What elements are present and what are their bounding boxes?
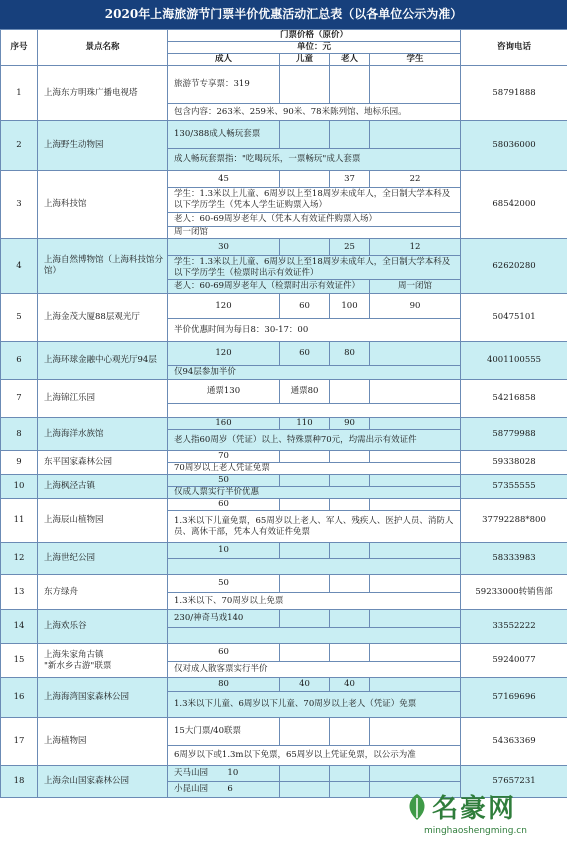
price-adult: 120 — [168, 342, 280, 366]
attraction-name: 上海辰山植物园 — [38, 499, 168, 543]
price-note: 老人：60-69周岁老年人（检票时出示有效证件） — [168, 280, 370, 294]
price-note: 周一闭馆 — [370, 280, 461, 294]
price-student: 90 — [370, 294, 461, 319]
price-note: 半价优惠时间为每日8：30-17：00 — [168, 319, 461, 342]
price-note: 1.3米以下儿童免票，65周岁以上老人、军人、残疾人、医护人员、消防人员、离休干部，凭本人有效证件免票 — [168, 511, 461, 543]
table-row — [1, 239, 567, 256]
row-number: 1 — [1, 66, 38, 121]
attraction-name: 东方绿舟 — [38, 575, 168, 610]
phone-number: 58036000 — [461, 121, 567, 171]
table-row — [1, 475, 567, 487]
price-note: 1.3米以下儿童、6周岁以下儿童、70周岁以上老人（凭证）免票 — [168, 692, 461, 718]
price-adult: 15大门票/40联票 — [168, 718, 280, 746]
table-row — [1, 718, 567, 746]
price-adult: 50 — [168, 475, 280, 487]
phone-number: 68542000 — [461, 171, 567, 239]
table-row — [1, 171, 567, 188]
header-unit: 单位：元 — [168, 42, 461, 54]
table-row — [1, 610, 567, 628]
table-row — [1, 294, 567, 319]
price-adult: 45 — [168, 171, 280, 188]
attraction-name: 上海野生动物园 — [38, 121, 168, 171]
attraction-name: 上海世纪公园 — [38, 543, 168, 575]
row-number: 16 — [1, 678, 38, 718]
phone-number: 54363369 — [461, 718, 567, 766]
phone-number: 4001100555 — [461, 342, 567, 380]
price-elder: 25 — [330, 239, 370, 256]
table-row — [1, 766, 567, 782]
attraction-name-line: 上海朱家角古镇 — [44, 649, 104, 660]
header-child: 儿童 — [280, 54, 330, 66]
attraction-name: 上海金茂大厦88层观光厅 — [38, 294, 168, 342]
table-row — [1, 380, 567, 404]
phone-number: 57355555 — [461, 475, 567, 499]
watermark-leaf-icon — [404, 792, 430, 822]
watermark-text: 名豪网 — [432, 794, 517, 824]
attraction-name: 上海佘山国家森林公园 — [38, 766, 168, 798]
watermark — [402, 788, 562, 842]
price-elder: 40 — [330, 678, 370, 692]
row-number: 12 — [1, 543, 38, 575]
header-phone: 咨询电话 — [461, 30, 567, 66]
price-adult: 130/388成人畅玩套票 — [168, 121, 280, 149]
row-number: 8 — [1, 418, 38, 451]
price-adult — [168, 782, 280, 798]
phone-number: 37792288*800 — [461, 499, 567, 543]
attraction-name-line: "新水乡古游"联票 — [44, 660, 112, 671]
price-note: 70周岁以上老人凭证免票 — [168, 463, 461, 475]
row-number: 5 — [1, 294, 38, 342]
price-note: 1.3米以下、70周岁以上免票 — [168, 593, 461, 610]
row-number: 14 — [1, 610, 38, 644]
header-student: 学生 — [370, 54, 461, 66]
phone-number: 33552222 — [461, 610, 567, 644]
price-elder: 80 — [330, 342, 370, 366]
price-adult: 70 — [168, 451, 280, 463]
row-number: 6 — [1, 342, 38, 380]
row-number: 18 — [1, 766, 38, 798]
price-adult — [168, 766, 280, 782]
price-note: 6周岁以下或1.3m以下免票，65周岁以上凭证免票，以公示为准 — [168, 746, 461, 766]
row-number: 4 — [1, 239, 38, 294]
price-adult: 50 — [168, 575, 280, 593]
table-row — [1, 499, 567, 511]
price-child: 通票80 — [280, 380, 330, 404]
price-student: 12 — [370, 239, 461, 256]
header-seq: 序号 — [1, 30, 38, 66]
table-row — [1, 678, 567, 692]
row-number: 2 — [1, 121, 38, 171]
sub-park-name: 小昆山园 — [174, 784, 209, 794]
price-adult: 120 — [168, 294, 280, 319]
header-adult: 成人 — [168, 54, 280, 66]
table-row — [1, 575, 567, 593]
attraction-name: 上海枫泾古镇 — [38, 475, 168, 499]
sub-park-price: 10 — [227, 768, 239, 778]
price-child: 110 — [280, 418, 330, 430]
phone-number: 62620280 — [461, 239, 567, 294]
price-adult: 旅游节专享票：319 — [168, 66, 280, 104]
header-elder: 老人 — [330, 54, 370, 66]
attraction-name: 上海植物园 — [38, 718, 168, 766]
phone-number: 58779988 — [461, 418, 567, 451]
price-note: 周一闭馆 — [168, 227, 461, 239]
price-note: 仅94层参加半价 — [168, 366, 461, 380]
price-elder: 90 — [330, 418, 370, 430]
row-number: 15 — [1, 644, 38, 678]
attraction-name: 上海环球金融中心观光厅94层 — [38, 342, 168, 380]
price-elder: 100 — [330, 294, 370, 319]
price-adult: 80 — [168, 678, 280, 692]
attraction-name: 东平国家森林公园 — [38, 451, 168, 475]
price-adult: 10 — [168, 543, 280, 559]
price-note: 成人畅玩套票指："吃喝玩乐，一票畅玩"成人套票 — [168, 149, 461, 171]
price-elder: 37 — [330, 171, 370, 188]
row-number: 13 — [1, 575, 38, 610]
watermark-url: minghaoshengming.cn — [424, 826, 527, 836]
table-row — [1, 543, 567, 559]
phone-number: 58333983 — [461, 543, 567, 575]
price-note: 仅成人票实行半价优惠 — [168, 487, 461, 499]
phone-number: 54216858 — [461, 380, 567, 418]
header-price: 门票价格（原价） — [168, 30, 461, 42]
price-note: 包含内容：263米、259米、90米、78米陈列馆、地标乐园。 — [168, 104, 461, 121]
header-name: 景点名称 — [38, 30, 168, 66]
phone-number: 58791888 — [461, 66, 567, 121]
price-adult: 通票130 — [168, 380, 280, 404]
price-note: 老人：60-69周岁老年人（凭本人有效证件购票入场） — [168, 213, 461, 227]
table-row — [1, 121, 567, 149]
phone-number: 59233000转销售部 — [461, 575, 567, 610]
attraction-name: 上海科技馆 — [38, 171, 168, 239]
table-row — [1, 342, 567, 366]
phone-number: 50475101 — [461, 294, 567, 342]
attraction-name: 上海欢乐谷 — [38, 610, 168, 644]
attraction-name: 上海东方明珠广播电视塔 — [38, 66, 168, 121]
price-note: 学生：1.3米以上儿童、6周岁以上至18周岁未成年人，全日制大学本科及以下学历学生（检票时出示有效证件） — [168, 256, 461, 280]
price-child: 40 — [280, 678, 330, 692]
price-child: 60 — [280, 342, 330, 366]
price-adult: 160 — [168, 418, 280, 430]
table-row — [1, 451, 567, 463]
attractions-table — [0, 29, 567, 798]
sub-park-price: 6 — [227, 784, 233, 794]
price-note: 学生：1.3米以上儿童、6周岁以上至18周岁未成年人，全日制大学本科及以下学历学生（凭本人学生证购票入场） — [168, 188, 461, 213]
row-number: 3 — [1, 171, 38, 239]
attraction-name: 上海自然博物馆（上海科技馆分馆） — [38, 239, 168, 294]
price-note: 仅对成人散客票实行半价 — [168, 662, 461, 678]
attraction-name: 上海海湾国家森林公园 — [38, 678, 168, 718]
row-number: 7 — [1, 380, 38, 418]
attraction-name — [38, 644, 168, 678]
row-number: 9 — [1, 451, 38, 475]
price-adult: 30 — [168, 239, 280, 256]
phone-number: 57657231 — [461, 766, 567, 798]
row-number: 17 — [1, 718, 38, 766]
attraction-name: 上海海洋水族馆 — [38, 418, 168, 451]
price-note: 老人指60周岁（凭证）以上、特殊票种70元，均需出示有效证件 — [168, 430, 461, 451]
table-row — [1, 418, 567, 430]
table-row — [1, 644, 567, 662]
phone-number: 59240077 — [461, 644, 567, 678]
price-student: 22 — [370, 171, 461, 188]
phone-number: 57169696 — [461, 678, 567, 718]
row-number: 10 — [1, 475, 38, 499]
price-adult: 230/神奇马戏140 — [168, 610, 280, 628]
row-number: 11 — [1, 499, 38, 543]
table-row — [1, 66, 567, 104]
price-adult: 60 — [168, 499, 280, 511]
sub-park-name: 天马山园 — [174, 768, 209, 778]
attraction-name: 上海锦江乐园 — [38, 380, 168, 418]
price-child: 60 — [280, 294, 330, 319]
sheet-title: 2020年上海旅游节门票半价优惠活动汇总表（以各单位公示为准） — [0, 0, 567, 29]
price-adult: 60 — [168, 644, 280, 662]
phone-number: 59338028 — [461, 451, 567, 475]
